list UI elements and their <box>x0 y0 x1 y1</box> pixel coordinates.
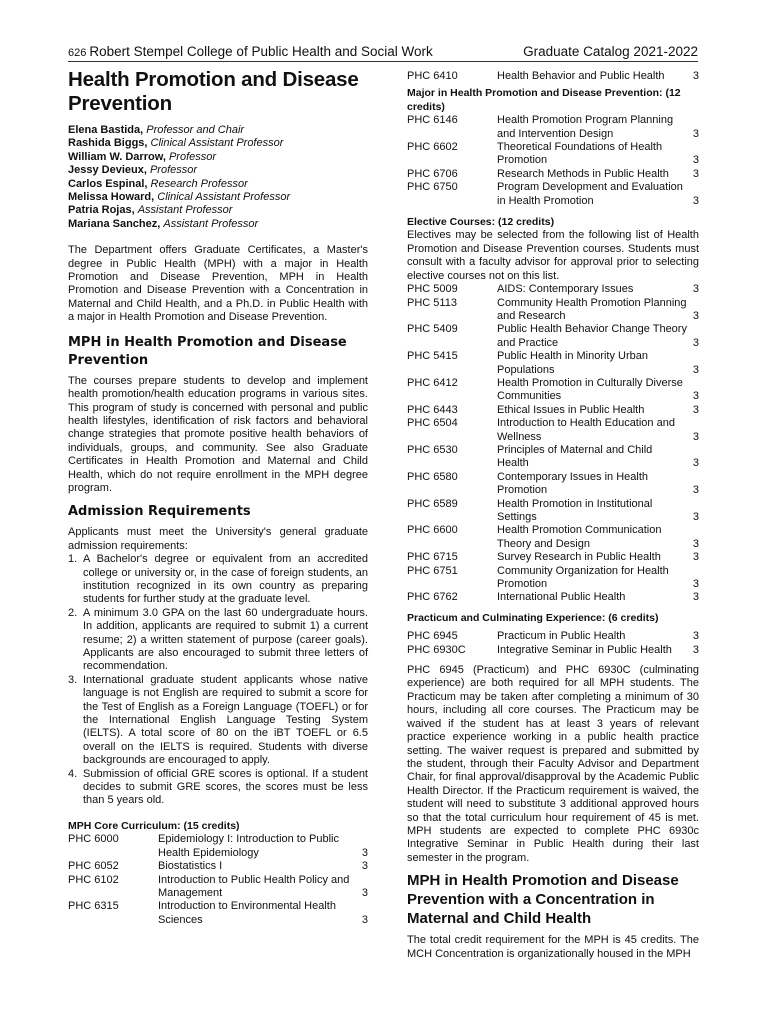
faculty-member: William W. Darrow, Professor <box>68 150 217 163</box>
college-name: Robert Stempel College of Public Health and Social Work <box>89 44 433 59</box>
intro-paragraph: The Department offers Graduate Certificates, a Master's degree in Public Health (MPH) with a major in Health Promotion and Disease Prevention, MPH in Health Promotion and Disease Prevention with a Concentration in Maternal and Child Health, and a Ph.D. in Public Health with a major in Health Promotion and Disease Prevention. <box>68 244 368 324</box>
admission-heading: Admission Requirements <box>68 504 251 520</box>
core-course-list <box>68 833 368 927</box>
course-row: PHC 6530 Principles of Maternal and Child Health 3 <box>407 443 699 470</box>
elective-heading: Elective Courses: (12 credits) <box>407 216 555 229</box>
practicum-heading: Practicum and Culminating Experience: (6 credits) <box>407 611 659 624</box>
course-row: PHC 6945 Practicum in Public Health 3 <box>407 630 699 643</box>
left-column <box>68 68 368 927</box>
course-row: PHC 6410 Health Behavior and Public Health 3 <box>407 70 699 82</box>
elective-description: Electives may be selected from the following list of Health Promotion and Disease Prevention courses. Students must consult with a faculty advisor for approval prior to selecting elective courses not on this list. <box>407 229 699 282</box>
course-row: PHC 6715 Survey Research in Public Health 3 <box>407 551 699 564</box>
course-row: PHC 6750 Program Development and Evaluation in Health Promotion 3 <box>407 181 699 207</box>
faculty-member: Jessy Devieux, Professor <box>68 164 198 177</box>
faculty-member: Carlos Espinal, Research Professor <box>68 177 248 190</box>
course-row: PHC 6504 Introduction to Health Education and Wellness 3 <box>407 417 699 443</box>
course-row: PHC 6052 Biostatistics I 3 <box>68 860 368 873</box>
admission-item: 1. A Bachelor's degree or equivalent from an accredited college or university or, in the case of foreign students, an institution recognized in its own country as preparing students for further study at the graduate level. <box>68 553 368 606</box>
course-row: PHC 6600 Health Promotion Communication Theory and Design 3 <box>407 524 699 550</box>
course-row: PHC 6102 Introduction to Public Health Policy and Management 3 <box>68 873 368 899</box>
mch-heading: MPH in Health Promotion and Disease Prevention with a Concentration in Maternal and Child Health <box>407 872 679 928</box>
course-row: PHC 6443 Ethical Issues in Public Health 3 <box>407 403 699 416</box>
course-row: PHC 5009 AIDS: Contemporary Issues 3 <box>407 283 699 296</box>
faculty-list <box>68 124 368 231</box>
admission-intro: Applicants must meet the University's general graduate admission requirements: <box>68 526 368 552</box>
mph-heading: MPH in Health Promotion and Disease Prevention <box>68 334 347 368</box>
faculty-member: Melissa Howard, Clinical Assistant Professor <box>68 191 291 204</box>
admission-item: 2. A minimum 3.0 GPA on the last 60 undergraduate hours. In addition, applicants are required to submit 1) a current resume; 2) a written statement of purpose (career goals). Applicants are also encouraged to submit three letters of recommendation. <box>68 606 368 673</box>
mch-description: The total credit requirement for the MPH is 45 credits. The MCH Concentration is organizationally housed in the MPH <box>407 934 699 960</box>
practicum-course-list <box>407 630 699 657</box>
admission-list <box>68 553 368 808</box>
course-row: PHC 6706 Research Methods in Public Health 3 <box>407 167 699 180</box>
right-column <box>407 70 699 961</box>
course-row: PHC 5113 Community Health Promotion Planning and Research 3 <box>407 296 699 322</box>
course-row: PHC 5415 Public Health in Minority Urban Populations 3 <box>407 350 699 376</box>
faculty-member: Elena Bastida, Professor and Chair <box>68 124 245 136</box>
catalog-title: Graduate Catalog 2021-2022 <box>523 44 698 59</box>
course-row: PHC 6412 Health Promotion in Culturally Diverse Communities 3 <box>407 376 699 403</box>
elective-course-list <box>407 283 699 605</box>
major-course-list <box>407 114 699 208</box>
page-number: 626 <box>68 47 87 59</box>
course-row: PHC 5409 Public Health Behavior Change Theory and Practice 3 <box>407 323 699 349</box>
major-heading: Major in Health Promotion and Disease Prevention: (12 credits) <box>407 87 681 113</box>
course-row: PHC 6000 Epidemiology I: Introduction to Public Health Epidemiology 3 <box>68 833 368 859</box>
course-row: PHC 6602 Theoretical Foundations of Health Promotion 3 <box>407 141 699 167</box>
course-row: PHC 6751 Community Organization for Health Promotion 3 <box>407 564 699 591</box>
admission-item: 3. International graduate student applicants whose native language is not English are required to submit a score for the Test of English as a Foreign Language (TOEFL) or for the International English Language Testing System (IELTS). A total score of 80 on the iBT TOEFL or 6.5 overall on the IELTS is required. Students with diverse backgrounds are encouraged to apply. <box>68 673 368 767</box>
course-row: PHC 6315 Introduction to Environmental Health Sciences 3 <box>68 900 368 926</box>
running-header <box>68 45 698 62</box>
practicum-description: PHC 6945 (Practicum) and PHC 6930C (culminating experience) are both required for all MPH students. The Practicum may be taken after completing a minimum of 30 hours, including all core courses. The Practicum may be waived if the student has at least 3 years of relevant practice experience working in a public health practice setting. The waiver request is prepared and submitted by the student, through their Faculty Advisor and Department Chair, for final approval/disapproval by the Academic Public Health Director. If the Practicum requirement is waived, the student will need to substitute 3 additional approved hours so that the total curriculum hour requirement of 45 is met. MPH students are expected to complete PHC 6930c Integrative Seminar in Public Health during their last semester in the program. <box>407 664 699 864</box>
faculty-member: Mariana Sanchez, Assistant Professor <box>68 217 259 230</box>
page-title: Health Promotion and Disease Prevention <box>68 68 359 115</box>
course-row: PHC 6146 Health Promotion Program Planning and Intervention Design 3 <box>407 114 699 140</box>
faculty-member: Patria Rojas, Assistant Professor <box>68 204 233 217</box>
course-row: PHC 6589 Health Promotion in Institutional Settings 3 <box>407 497 699 523</box>
mph-description: The courses prepare students to develop and implement health promotion/health education programs in various sites. This program of study is concerned with personal and public health lifestyles, identification of risk factors and behavioral change strategies that promote positive health behaviors of individuals, groups, and community. See also Graduate Certificates in Health Promotion and Maternal and Child Health, which do not require enrollment in the MPH degree program. <box>68 374 368 494</box>
faculty-member: Rashida Biggs, Clinical Assistant Professor <box>68 137 284 150</box>
course-row: PHC 6580 Contemporary Issues in Health Promotion 3 <box>407 470 699 497</box>
course-row: PHC 6930C Integrative Seminar in Public Health 3 <box>407 643 699 656</box>
course-row: PHC 6762 International Public Health 3 <box>407 591 699 604</box>
core-curriculum-heading: MPH Core Curriculum: (15 credits) <box>68 819 240 832</box>
admission-item: 4. Submission of official GRE scores is optional. If a student decides to submit GRE scores, the scores must be less than 5 years old. <box>68 767 368 807</box>
